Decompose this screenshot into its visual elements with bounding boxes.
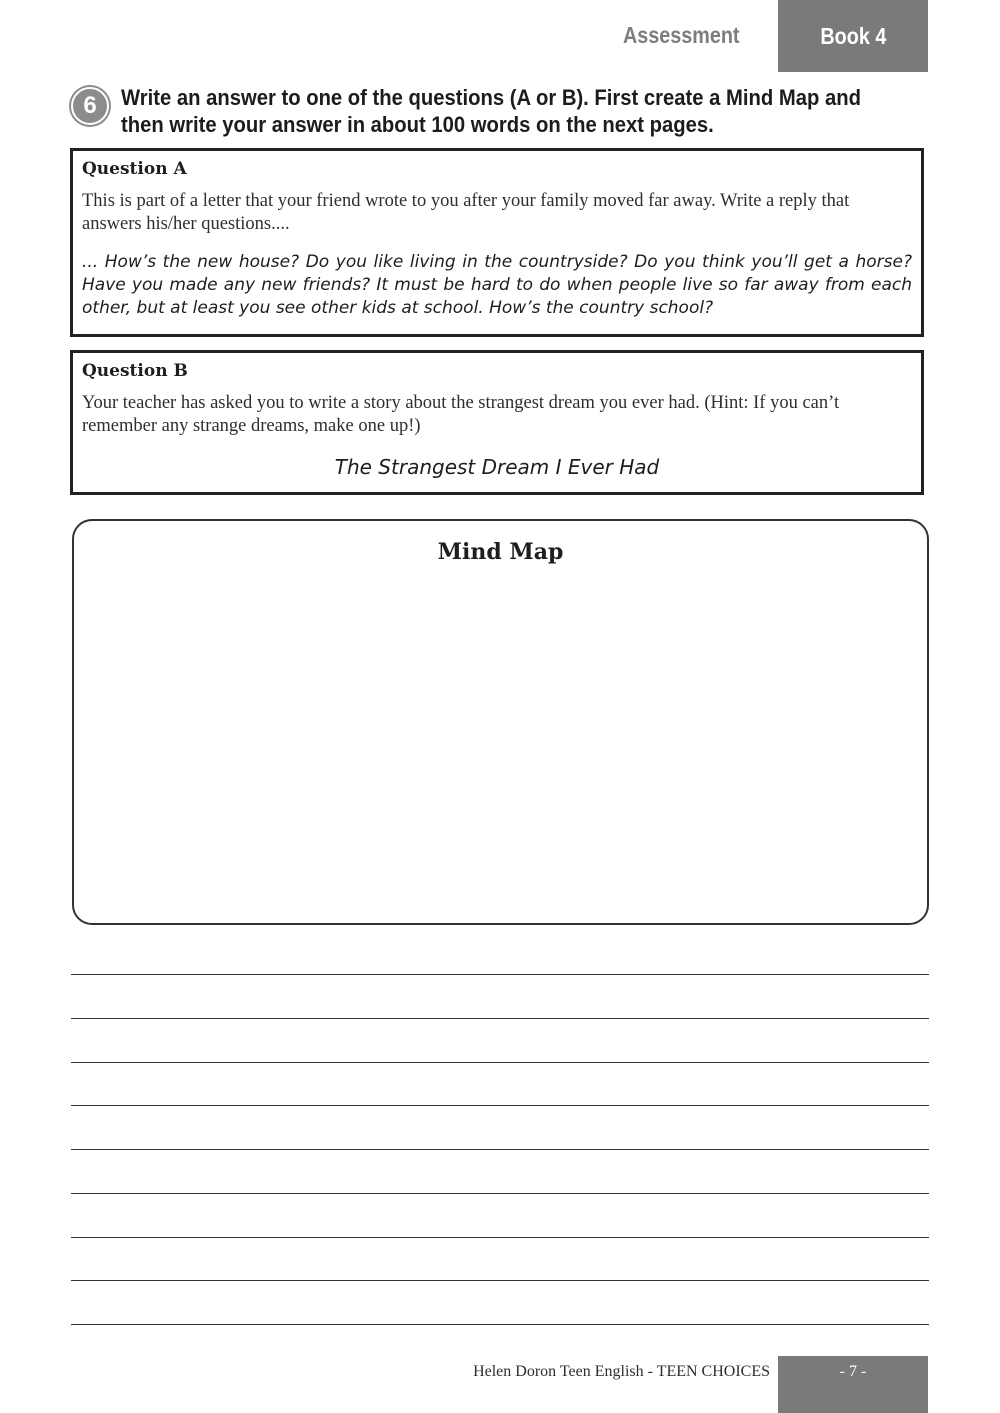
writing-line[interactable] [71,974,929,1018]
page-number: - 7 - [778,1356,928,1413]
book-tab [778,0,928,72]
book-label: Book 4 [820,22,886,49]
writing-line[interactable] [71,1062,929,1106]
writing-line[interactable] [71,1193,929,1237]
writing-lines [71,974,929,1368]
writing-line[interactable] [71,1149,929,1193]
question-a-title: Question A [82,159,187,179]
exercise-number-badge: 6 [71,87,109,125]
writing-line[interactable] [71,1237,929,1281]
question-b-prompt: Your teacher has asked you to write a story about the strangest dream you ever had. (Hint: If you can’t remember any strange dreams, make one up!) [82,393,840,436]
footer-publisher: Helen Doron Teen English - TEEN CHOICES [473,1363,770,1380]
question-a-box [70,148,924,337]
exercise-instruction: Write an answer to one of the questions (A or B). First create a Mind Map and then write your answer in about 100 words on the next pages. [121,85,861,137]
question-a-prompt: This is part of a letter that your friend wrote to you after your family moved far away. Write a reply that answers his/her questions.... [82,191,850,234]
writing-line[interactable] [71,1018,929,1062]
question-b-box [70,350,924,495]
writing-line[interactable] [71,1105,929,1149]
mind-map-area[interactable] [72,519,929,925]
question-a-letter-excerpt: ... How’s the new house? Do you like living in the countryside? Do you think you’ll get a horse? Have you made any new friends? It must be hard to do when people live so far away from each other, but at least you see other kids at school. How’s the country school? [82,252,912,318]
mind-map-title: Mind Map [437,539,564,565]
question-b-story-title: The Strangest Dream I Ever Had [334,455,660,479]
writing-line[interactable] [71,1280,929,1324]
section-label: Assessment [623,22,740,48]
question-b-title: Question B [82,361,188,381]
